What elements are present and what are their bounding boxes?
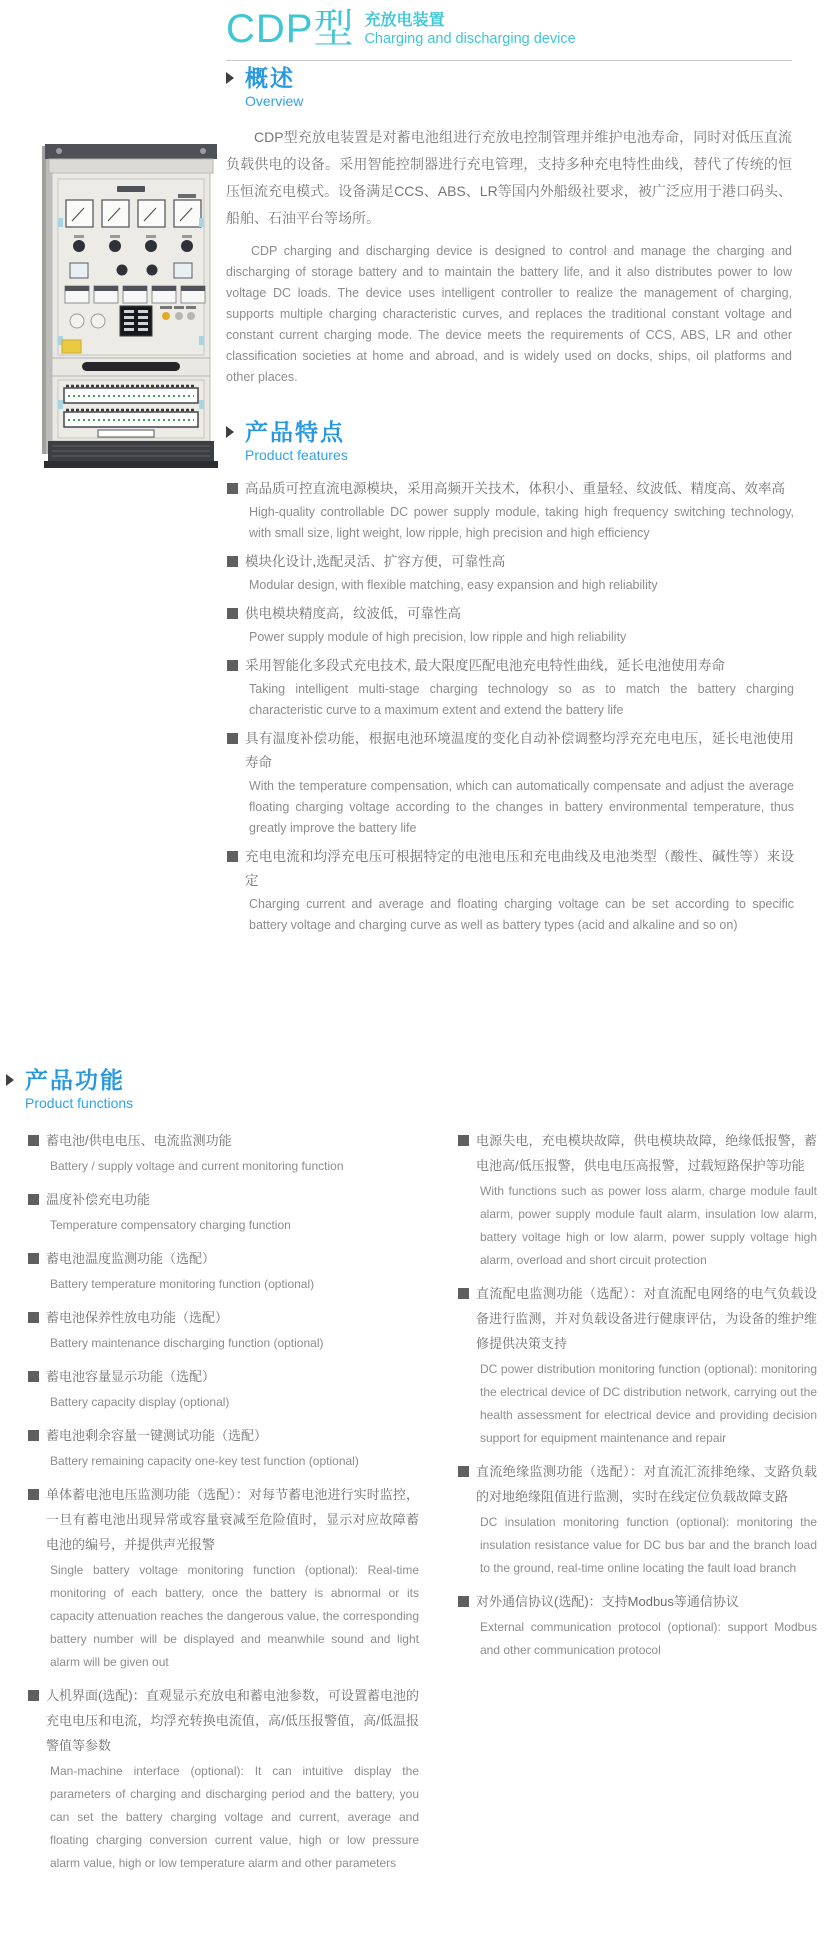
features-heading-en: Product features — [245, 447, 348, 463]
section-arrow-icon — [226, 426, 234, 438]
product-photo — [32, 100, 224, 472]
function-text-en: With functions such as power loss alarm, charge module fault alarm, power supply module fault alarm, insulation low alarm, battery voltage high or low alarm, power supply voltage high alarm, overload and short circuit protection — [480, 1184, 817, 1267]
function-text-en: DC power distribution monitoring function (optional): monitoring the electrical device of DC distribution network, carrying out the health assessment for electrical device and providing decision support for equipment maintenance and repair — [480, 1362, 817, 1445]
feature-text-en: Charging current and average and floating charging voltage can be set according to specific battery voltage and charging curve as well as battery types (acid and alkaline and so on) — [249, 897, 794, 932]
function-item — [27, 1187, 419, 1243]
function-text-en: Man-machine interface (optional): It can intuitive display the parameters of charging and discharging period and the battery, you can set the battery charging voltage and current, average and floating charging conversion current value, high or low pressure alarm value, high or low temperature alarm and other parameters — [50, 1764, 419, 1870]
function-text-cn: 电源失电，充电模块故障，供电模块故障，绝缘低报警，蓄电池高/低压报警，供电电压高报警，过载短路保护等功能 — [476, 1133, 817, 1173]
product-title-cn: 充放电装置 — [364, 12, 445, 29]
square-bullet-icon — [227, 660, 238, 671]
square-bullet-icon — [458, 1596, 469, 1607]
product-model-title: CDP型 — [226, 7, 355, 51]
overview-paragraph-cn: CDP型充放电装置是对蓄电池组进行充放电控制管理并维护电池寿命，同时对低压直流负载供电的设备。采用智能控制器进行充电管理，支持多种充电特性曲线，替代了传统的恒压恒流充电模式。设备满足CCS、ABS、LR等国内外船级社要求，被广泛应用于港口码头、船舶、石油平台等场所。 — [226, 129, 792, 226]
function-text-cn: 温度补偿充电功能 — [46, 1192, 151, 1207]
section-arrow-icon — [226, 72, 234, 84]
overview-paragraph-en: CDP charging and discharging device is designed to control and manage the charging and discharging of storage battery and to maintain the battery life, and it also distributes power to low voltage DC loads. The device uses intelligent controller to realize the management of charging, supports multiple charging characteristic curves, and replaces the traditional constant voltage and constant current charging mode. The device meets the requirements of CCS, ABS, LR and other classification societies at home and abroad, and is widely used on docks, ships, oil platforms and other places. — [226, 244, 792, 384]
feature-item — [226, 845, 794, 939]
feature-text-cn: 采用智能化多段式充电技术, 最大限度匹配电池充电特性曲线，延长电池使用寿命 — [245, 658, 726, 673]
function-item — [27, 1246, 419, 1302]
feature-text-en: Power supply module of high precision, low ripple and high reliability — [249, 630, 627, 644]
square-bullet-icon — [227, 556, 238, 567]
square-bullet-icon — [227, 733, 238, 744]
square-bullet-icon — [28, 1312, 39, 1323]
features-heading — [226, 418, 794, 465]
feature-text-en: Taking intelligent multi-stage charging technology so as to match the battery charging characteristic curve to a maximum extent and extend the battery life — [249, 682, 794, 717]
square-bullet-icon — [28, 1253, 39, 1264]
feature-item — [226, 727, 794, 842]
square-bullet-icon — [458, 1288, 469, 1299]
function-text-cn: 对外通信协议(选配)：支持Modbus等通信协议 — [476, 1594, 739, 1609]
function-text-en: Temperature compensatory charging function — [50, 1218, 291, 1232]
function-text-cn: 直流绝缘监测功能（选配）：对直流汇流排绝缘、支路负载的对地绝缘阻值进行监测，实时在线定位负载故障支路 — [476, 1464, 817, 1504]
square-bullet-icon — [28, 1371, 39, 1382]
function-text-cn: 蓄电池温度监测功能（选配） — [46, 1251, 216, 1266]
function-text-cn: 单体蓄电池电压监测功能（选配）：对每节蓄电池进行实时监控，一旦有蓄电池出现异常或容量衰减至危险值时，显示对应故障蓄电池的编号，并提供声光报警 — [46, 1487, 419, 1552]
function-text-cn: 蓄电池保养性放电功能（选配） — [46, 1310, 229, 1325]
square-bullet-icon — [28, 1489, 39, 1500]
feature-text-cn: 充电电流和均浮充电压可根据特定的电池电压和充电曲线及电池类型（酸性、碱性等）来设定 — [245, 849, 794, 888]
features-section — [226, 418, 794, 942]
function-text-en: Battery / supply voltage and current monitoring function — [50, 1159, 344, 1173]
function-text-en: Battery capacity display (optional) — [50, 1395, 230, 1409]
function-text-en: Battery temperature monitoring function (optional) — [50, 1277, 315, 1291]
function-text-en: DC insulation monitoring function (optional): monitoring the insulation resistance value for DC bus bar and the branch load to the ground, real-time online locating the fault load branch — [480, 1515, 817, 1575]
functions-left-column — [27, 1128, 419, 1884]
feature-text-cn: 模块化设计,选配灵活、扩容方便，可靠性高 — [245, 554, 506, 569]
function-item — [457, 1281, 817, 1456]
function-item — [457, 1459, 817, 1586]
overview-heading — [226, 64, 792, 111]
function-text-en: Single battery voltage monitoring function (optional): Real-time monitoring of each battery, once the battery is abnormal or its capacity attenuation reaches the dangerous value, the corresponding battery number will be displayed and meanwhile sound and light alarm will be given out — [50, 1563, 419, 1669]
overview-heading-cn: 概述 — [245, 65, 295, 91]
square-bullet-icon — [28, 1690, 39, 1701]
product-title-en: Charging and discharging device — [364, 31, 576, 47]
function-text-cn: 蓄电池剩余容量一键测试功能（选配） — [46, 1428, 268, 1443]
square-bullet-icon — [227, 851, 238, 862]
functions-right-column — [457, 1128, 817, 1884]
functions-section — [6, 1066, 826, 1884]
square-bullet-icon — [28, 1194, 39, 1205]
feature-item — [226, 654, 794, 724]
square-bullet-icon — [227, 608, 238, 619]
function-text-cn: 直流配电监测功能（选配）：对直流配电网络的电气负载设备进行监测，并对负载设备进行健康评估，为设备的维护维修提供决策支持 — [476, 1286, 817, 1351]
square-bullet-icon — [28, 1430, 39, 1441]
function-item — [27, 1683, 419, 1881]
functions-heading-en: Product functions — [25, 1095, 134, 1111]
cabinet-illustration — [32, 100, 224, 472]
square-bullet-icon — [227, 483, 238, 494]
feature-text-cn: 具有温度补偿功能，根据电池环境温度的变化自动补偿调整均浮充充电电压，延长电池使用寿命 — [245, 731, 794, 770]
function-item — [457, 1589, 817, 1668]
function-text-cn: 蓄电池/供电电压、电流监测功能 — [46, 1133, 232, 1148]
square-bullet-icon — [458, 1135, 469, 1146]
overview-section — [226, 64, 792, 388]
feature-item — [226, 550, 794, 599]
overview-heading-en: Overview — [245, 93, 304, 109]
features-list — [226, 477, 794, 939]
page-header — [226, 6, 576, 52]
feature-text-cn: 高品质可控直流电源模块，采用高频开关技术，体积小、重量轻、纹波低、精度高、效率高 — [245, 481, 785, 496]
feature-text-cn: 供电模块精度高，纹波低，可靠性高 — [245, 606, 461, 621]
feature-item — [226, 477, 794, 547]
function-item — [27, 1305, 419, 1361]
square-bullet-icon — [458, 1466, 469, 1477]
product-title-stack — [364, 11, 575, 48]
function-text-cn: 蓄电池容量显示功能（选配） — [46, 1369, 216, 1384]
function-item — [27, 1423, 419, 1479]
square-bullet-icon — [28, 1135, 39, 1146]
function-text-en: Battery remaining capacity one-key test function (optional) — [50, 1454, 359, 1468]
functions-heading — [6, 1066, 826, 1113]
function-text-cn: 人机界面(选配)：直观显示充放电和蓄电池参数，可设置蓄电池的充电电压和电流，均浮充转换电流值，高/低压报警值，高/低温报警值等参数 — [46, 1688, 419, 1753]
feature-text-en: Modular design, with flexible matching, easy expansion and high reliability — [249, 578, 658, 592]
section-arrow-icon — [6, 1074, 14, 1086]
header-divider — [226, 60, 792, 61]
feature-text-en: With the temperature compensation, which can automatically compensate and adjust the average floating charging voltage according to the changes in battery environmental temperature, thus greatly improve the battery life — [249, 779, 794, 835]
function-item — [27, 1364, 419, 1420]
feature-text-en: High-quality controllable DC power supply module, taking high frequency switching technology, with small size, light weight, low ripple, high precision and high efficiency — [249, 505, 794, 540]
feature-item — [226, 602, 794, 651]
functions-heading-cn: 产品功能 — [25, 1067, 125, 1093]
function-item — [457, 1128, 817, 1278]
features-heading-cn: 产品特点 — [245, 419, 345, 445]
function-text-en: Battery maintenance discharging function (optional) — [50, 1336, 324, 1350]
function-text-en: External communication protocol (optional): support Modbus and other communication protocol — [480, 1620, 817, 1657]
function-item — [27, 1482, 419, 1680]
function-item — [27, 1128, 419, 1184]
